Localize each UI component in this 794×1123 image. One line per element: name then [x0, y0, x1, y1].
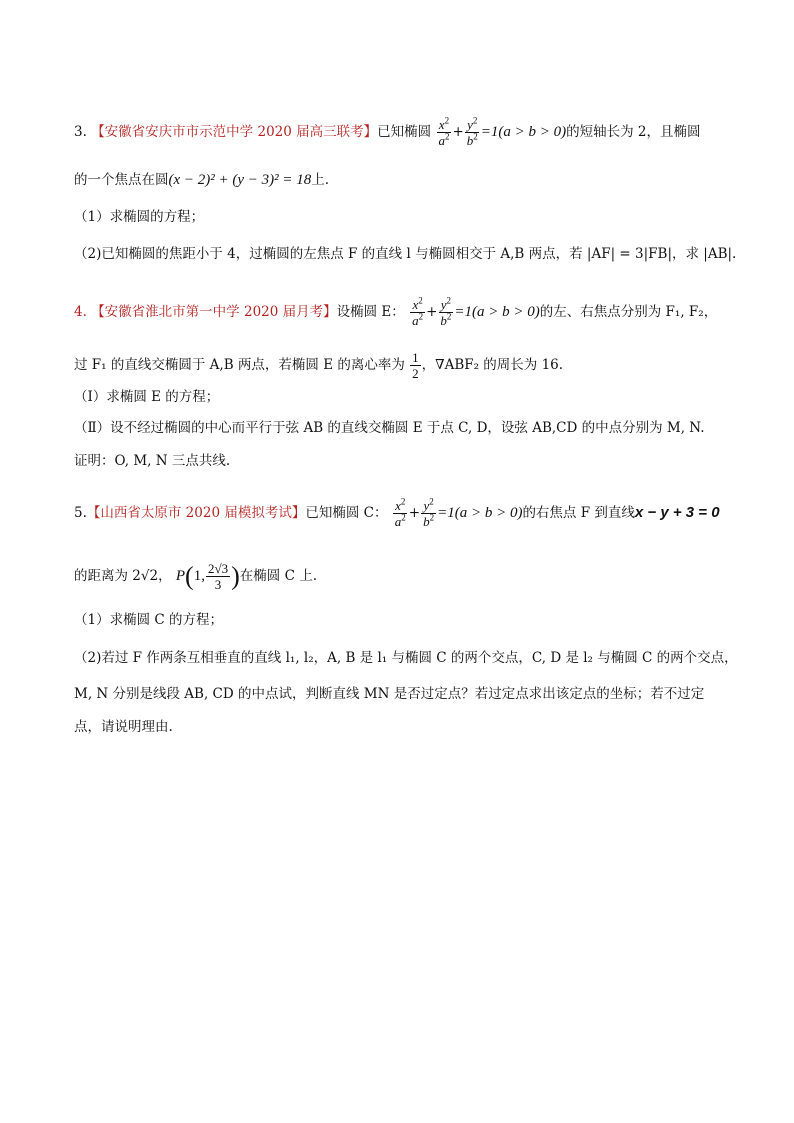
problem-text: 在椭圆 C 上.: [239, 568, 317, 584]
fraction-y2-b2: $\frac{y^2}{b^2}$: [466, 115, 478, 148]
problem-text: 过 F₁ 的直线交椭圆于 A,B 两点，若椭圆 E 的离心率为: [74, 357, 405, 373]
problem-5-part-1: （1）求椭圆 C 的方程；: [74, 612, 224, 628]
point-p-label: P: [175, 568, 186, 584]
problem-4-part-2b: 证明：O, M, N 三点共线.: [74, 453, 231, 469]
problem-4-part-2: （Ⅱ）设不经过椭圆的中心而平行于弦 AB 的直线交椭圆 E 于点 C, D，设弦 AB,CD 的中点分别为 M, N.: [74, 420, 705, 436]
problem-text: 的一个焦点在圆: [74, 172, 169, 188]
problem-text: 已知椭圆: [377, 124, 432, 140]
problem-text: 已知椭圆 C：: [305, 505, 388, 521]
problem-source: 【山西省太原市 2020 届模拟考试】: [86, 505, 306, 521]
problem-source: 【安徽省安庆市市示范中学 2020 届高三联考】: [91, 124, 378, 140]
problem-3-line-2: [74, 170, 329, 190]
fraction-one-half: $\frac{1}{2}$: [412, 350, 419, 381]
fraction-x2-a2: $\frac{x^2}{a^2}$: [438, 115, 450, 148]
problem-5-line-2: 的距离为 2√2， P(1, $\frac{2√3}{3}$ )在椭圆 C 上.: [74, 561, 317, 592]
problem-text: ，∇ABF₂ 的周长为 16.: [421, 357, 564, 373]
circle-equation: (x − 2)² + (y − 3)² = 18: [168, 172, 312, 188]
problem-number: 4.: [74, 304, 87, 320]
ellipse-condition: =1(a > b > 0): [480, 124, 567, 140]
problem-5-part-2c: 点，请说明理由.: [74, 719, 173, 735]
problem-4-part-1: （Ⅰ）求椭圆 E 的方程；: [74, 389, 220, 405]
fraction-y2-b2: $\frac{y^2}{b^2}$: [423, 496, 435, 529]
line-equation: x − y + 3 = 0: [634, 504, 720, 521]
problem-5-part-2b: M, N 分别是线段 AB, CD 的中点试，判断直线 MN 是否过定点？若过定点求出该定点的坐标；若不过定: [74, 686, 705, 702]
problem-number: 3.: [74, 124, 87, 140]
fraction-x2-a2: $\frac{x^2}{a^2}$: [394, 496, 406, 529]
fraction-y2-b2: $\frac{y^2}{b^2}$: [440, 295, 452, 328]
problem-text: 的右焦点 F 到直线: [522, 505, 635, 521]
problem-text: 的距离为 2√2，: [74, 568, 172, 584]
ellipse-condition: =1(a > b > 0): [437, 505, 523, 521]
problem-number: 5.: [74, 505, 87, 521]
fraction-2sqrt3-3: $\frac{2√3}{3}$: [207, 561, 229, 592]
problem-source: 【安徽省淮北市第一中学 2020 届月考】: [91, 304, 337, 320]
problem-text: 的短轴长为 2，且椭圆: [566, 124, 701, 140]
problem-text: 设椭圆 E：: [336, 304, 405, 320]
problem-4-line-2: [74, 350, 563, 381]
problem-text: 的左、右焦点分别为 F₁, F₂，: [539, 304, 718, 320]
problem-4-line-1: 4. 【安徽省淮北市第一中学 2020 届月考】设椭圆 E： $\frac{x^2}{a^2}$ + $\frac{y^2}{b^2}$ =1(a > b > 0)的左、右焦点分别为 F₁, F₂，: [74, 295, 718, 328]
problem-5-line-1: 5.【山西省太原市 2020 届模拟考试】已知椭圆 C： $\frac{x^2}{a^2}$ + $\frac{y^2}{b^2}$ =1(a > b > 0)的右焦点 F 到直线x − y + 3 = 0: [74, 496, 720, 529]
problem-text: 上.: [311, 172, 330, 188]
fraction-x2-a2: $\frac{x^2}{a^2}$: [412, 295, 424, 328]
problem-3-part-1: （1）求椭圆的方程；: [74, 209, 205, 225]
problem-3-part-2: （2)已知椭圆的焦距小于 4，过椭圆的左焦点 F 的直线 l 与椭圆相交于 A,B 两点，若 |AF| = 3|FB|，求 |AB|.: [74, 246, 737, 262]
problem-3-line-1: 3. 【安徽省安庆市市示范中学 2020 届高三联考】已知椭圆 $\frac{x^2}{a^2}$ + $\frac{y^2}{b^2}$ =1(a > b > 0)的短轴长为 2，且椭圆: [74, 115, 701, 148]
ellipse-condition: =1(a > b > 0): [454, 304, 540, 320]
problem-5-part-2: （2)若过 F 作两条互相垂直的直线 l₁, l₂，A, B 是 l₁ 与椭圆 C 的两个交点，C, D 是 l₂ 与椭圆 C 的两个交点，: [74, 650, 738, 666]
